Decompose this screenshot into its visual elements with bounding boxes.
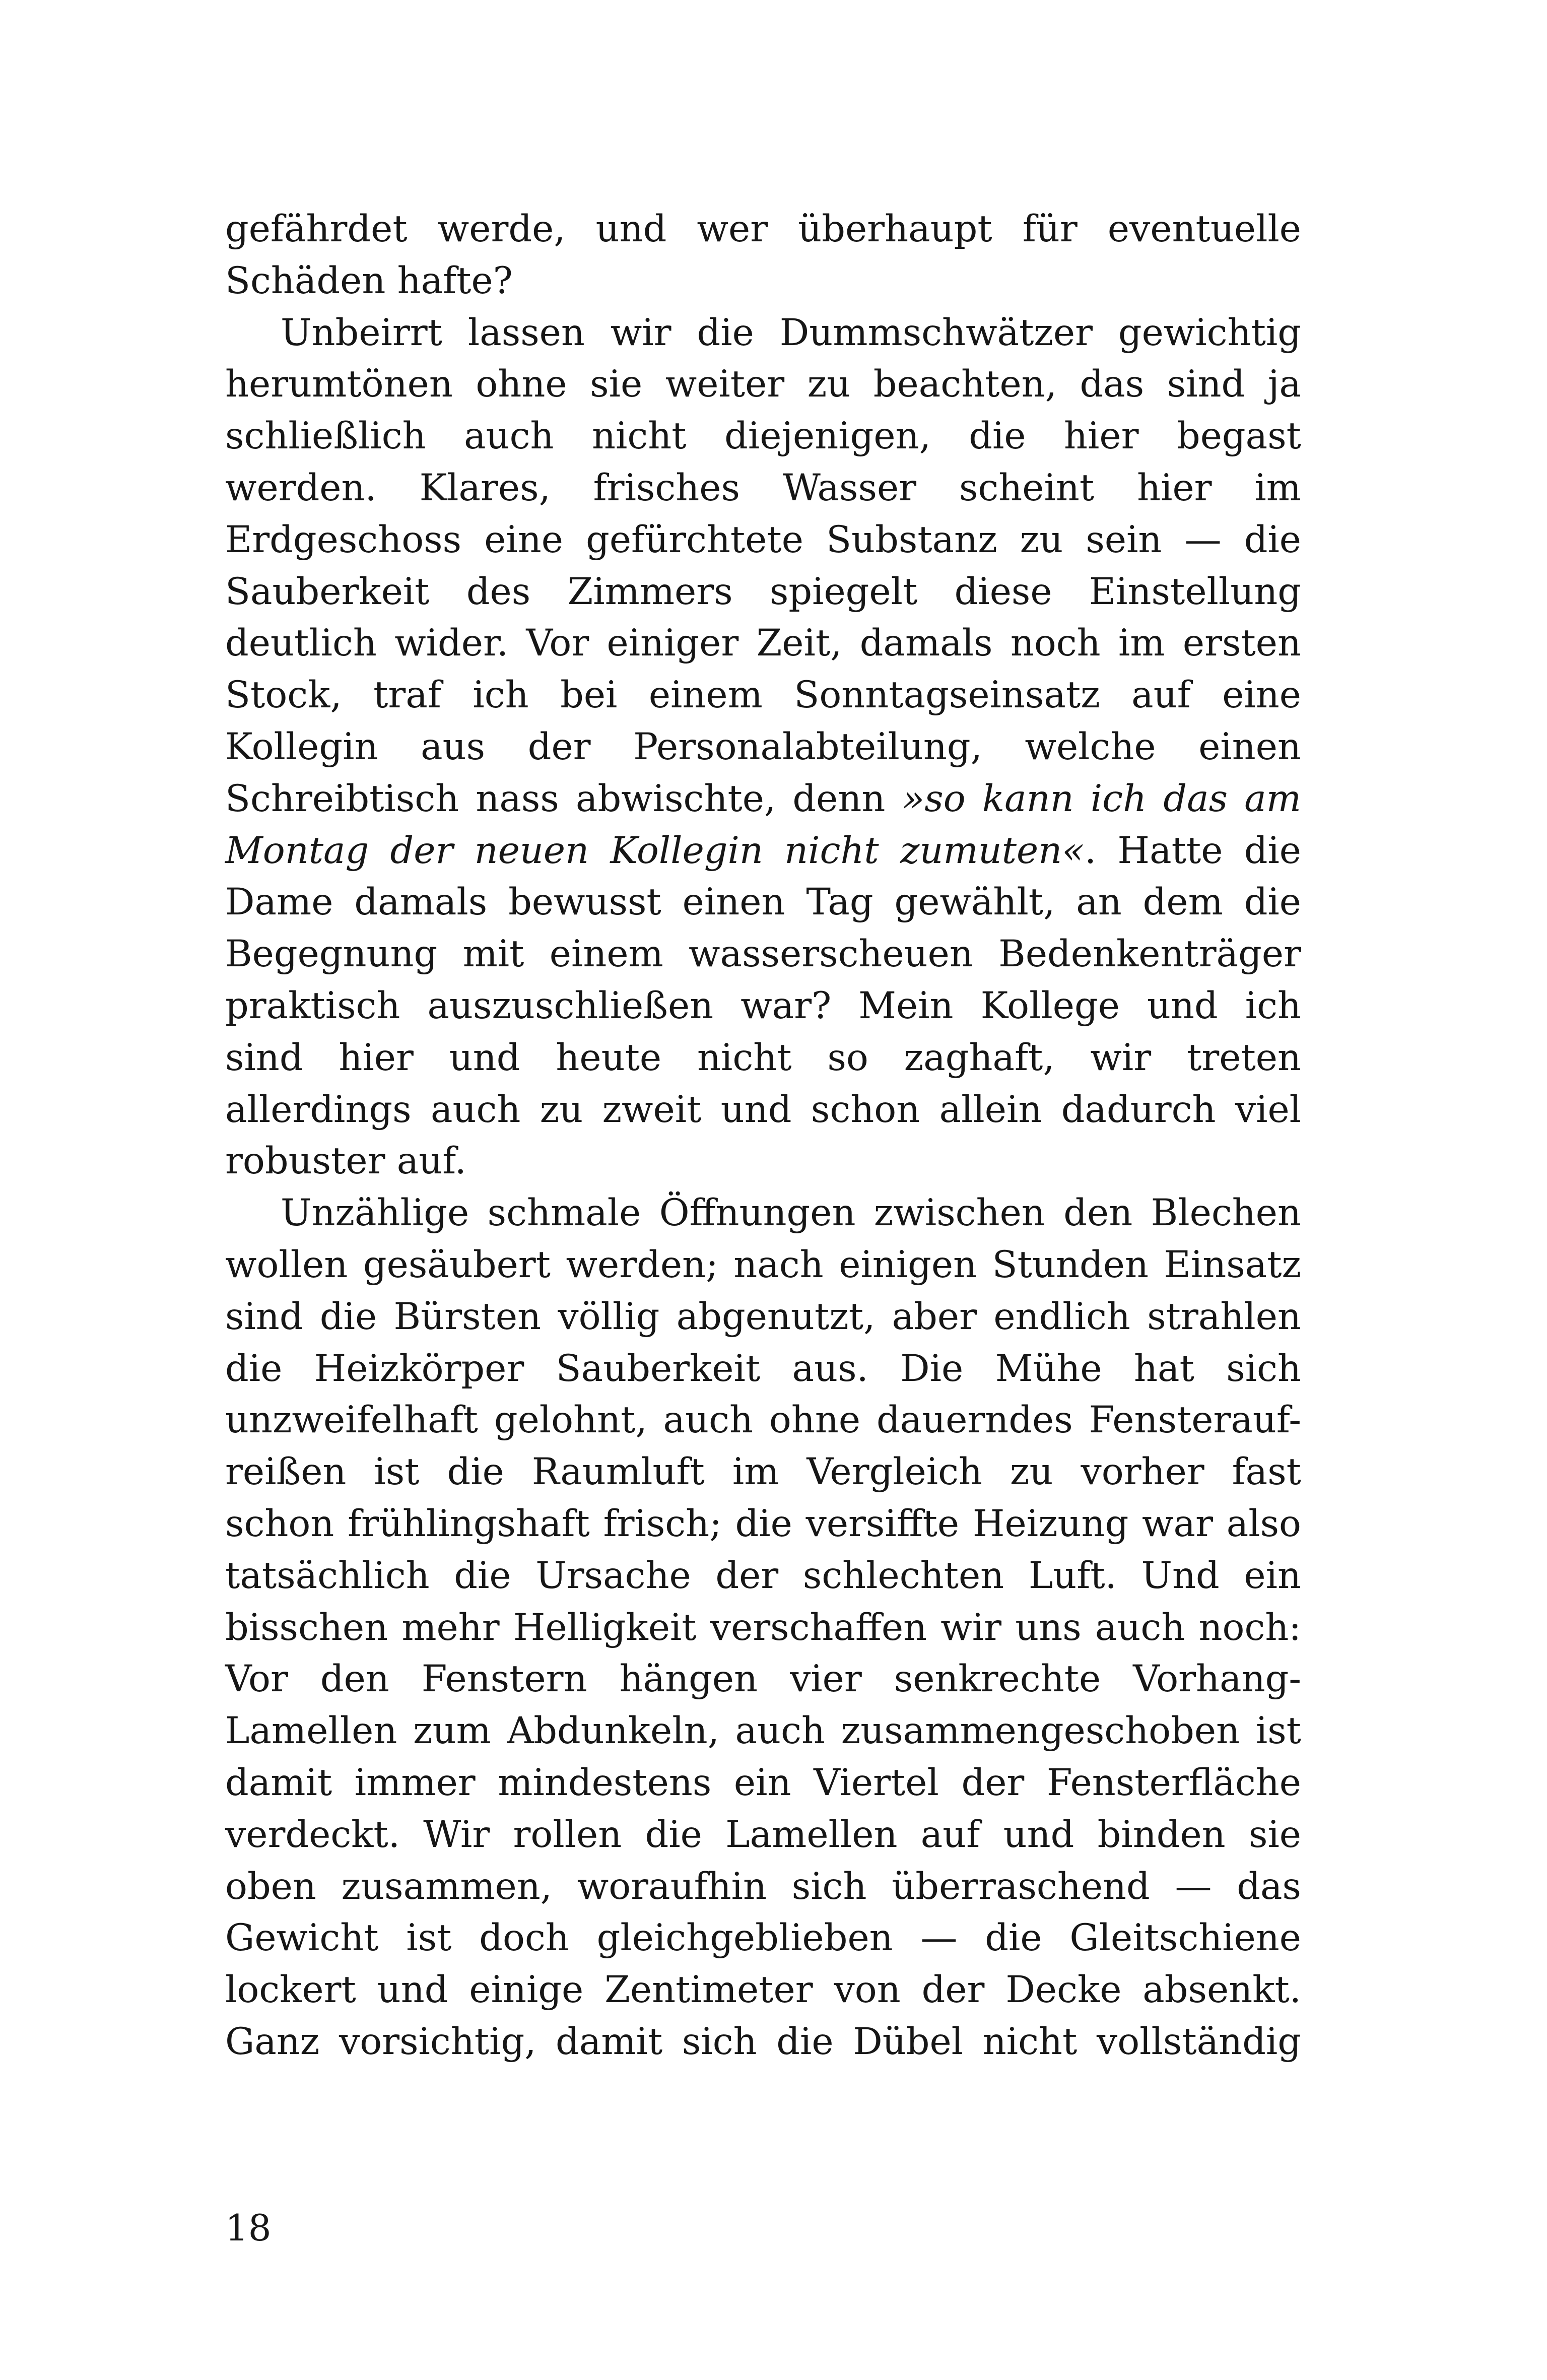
text-line: [225, 1032, 1301, 1084]
text-run: reißen ist die Raumluft im Vergleich zu vorher fast: [225, 1450, 1301, 1494]
text-run: werden. Klares, frisches Wasser scheint hier im: [225, 466, 1301, 509]
text-run: bisschen mehr Helligkeit verschaffen wir uns auch noch:: [225, 1606, 1301, 1649]
text-run: damit immer mindestens ein Viertel der Fensterfläche: [225, 1761, 1301, 1804]
text-line: [225, 877, 1301, 929]
text-line: [225, 462, 1301, 514]
text-run: Kollegin aus der Personalabteilung, welche einen: [225, 725, 1301, 768]
text-line: [225, 1757, 1301, 1809]
text-run: Dame damals bewusst einen Tag gewählt, an dem die: [225, 881, 1301, 924]
text-run: Stock, traf ich bei einem Sonntagseinsatz auf eine: [225, 674, 1301, 717]
text-run: Schäden hafte?: [225, 259, 513, 302]
text-run: Schreibtisch nass abwischte, denn: [225, 777, 902, 820]
paragraph: [225, 307, 1301, 1188]
text-run: Erdgeschoss eine gefürchtete Substanz zu sein — die: [225, 518, 1301, 561]
text-run: schließlich auch nicht diejenigen, die hier begast: [225, 415, 1301, 458]
text-line: [225, 773, 1301, 825]
text-run: Begegnung mit einem wasserscheuen Bedenkenträger: [225, 933, 1301, 976]
text-line: [225, 1136, 1301, 1187]
text-run: Unbeirrt lassen wir die Dummschwätzer gewichtig: [281, 311, 1301, 354]
text-run: verdeckt. Wir rollen die Lamellen auf und binden sie: [225, 1813, 1301, 1856]
text-run: . Hatte die: [1084, 829, 1302, 872]
text-run: sind hier und heute nicht so zaghaft, wir treten: [225, 1036, 1301, 1079]
text-run: schon frühlingshaft frisch; die versiffte Heizung war also: [225, 1502, 1301, 1545]
italic-quote: »so kann ich das am: [902, 777, 1302, 820]
text-run: Lamellen zum Abdunkeln, auch zusammengeschoben ist: [225, 1709, 1301, 1753]
paragraph: [225, 1187, 1301, 2068]
text-line: [225, 618, 1301, 670]
text-run: gefährdet werde, und wer überhaupt für eventuelle: [225, 208, 1301, 250]
text-line: [225, 825, 1301, 877]
text-line: [225, 204, 1301, 255]
text-line: [225, 1912, 1301, 1964]
text-line: [225, 307, 1301, 359]
text-run: Gewicht ist doch gleichgeblieben — die Gleitschiene: [225, 1916, 1301, 1960]
text-run: die Heizkörper Sauberkeit aus. Die Mühe hat sich: [225, 1347, 1301, 1390]
text-line: [225, 980, 1301, 1032]
text-line: [225, 1964, 1301, 2016]
italic-quote: Montag der neuen Kollegin nicht zumuten«: [225, 829, 1085, 872]
text-line: [225, 1239, 1301, 1291]
text-line: [225, 1705, 1301, 1757]
text-run: praktisch auszuschließen war? Mein Kollege und ich: [225, 984, 1301, 1027]
text-line: [225, 670, 1301, 721]
text-run: robuster auf.: [225, 1140, 466, 1183]
text-line: [225, 1291, 1301, 1343]
text-line: [225, 1446, 1301, 1498]
text-line: [225, 1809, 1301, 1861]
text-line: [225, 514, 1301, 566]
text-run: Ganz vorsichtig, damit sich die Dübel nicht vollständig: [225, 2020, 1301, 2063]
body-text: [225, 204, 1301, 2068]
text-run: unzweifelhaft gelohnt, auch ohne dauerndes Fensterauf-: [225, 1399, 1301, 1442]
text-line: [225, 566, 1301, 618]
text-run: Unzählige schmale Öffnungen zwischen den Blechen: [281, 1192, 1301, 1235]
text-line: [225, 929, 1301, 980]
text-line: [225, 1654, 1301, 1705]
text-run: wollen gesäubert werden; nach einigen Stunden Einsatz: [225, 1243, 1301, 1286]
text-run: deutlich wider. Vor einiger Zeit, damals noch im ersten: [225, 622, 1301, 665]
text-line: [225, 1861, 1301, 1913]
text-run: herumtönen ohne sie weiter zu beachten, das sind ja: [225, 363, 1301, 406]
text-line: [225, 255, 1301, 307]
text-line: [225, 1084, 1301, 1136]
text-line: [225, 1343, 1301, 1395]
text-run: tatsächlich die Ursache der schlechten Luft. Und ein: [225, 1554, 1301, 1597]
page-number: 18: [225, 2207, 272, 2249]
text-run: allerdings auch zu zweit und schon allein dadurch viel: [225, 1088, 1301, 1131]
text-run: oben zusammen, woraufhin sich überraschend — das: [225, 1865, 1301, 1908]
text-line: [225, 1602, 1301, 1654]
text-line: [225, 411, 1301, 462]
paragraph: [225, 204, 1301, 307]
text-line: [225, 1187, 1301, 1239]
text-run: lockert und einige Zentimeter von der Decke absenkt.: [225, 1968, 1301, 2012]
text-line: [225, 1550, 1301, 1602]
text-run: Vor den Fenstern hängen vier senkrechte Vorhang-: [225, 1658, 1301, 1701]
text-run: sind die Bürsten völlig abgenutzt, aber endlich strahlen: [225, 1295, 1301, 1338]
text-line: [225, 359, 1301, 411]
text-line: [225, 1498, 1301, 1550]
text-line: [225, 2016, 1301, 2068]
text-line: [225, 721, 1301, 773]
text-run: Sauberkeit des Zimmers spiegelt diese Einstellung: [225, 570, 1301, 613]
text-line: [225, 1395, 1301, 1446]
